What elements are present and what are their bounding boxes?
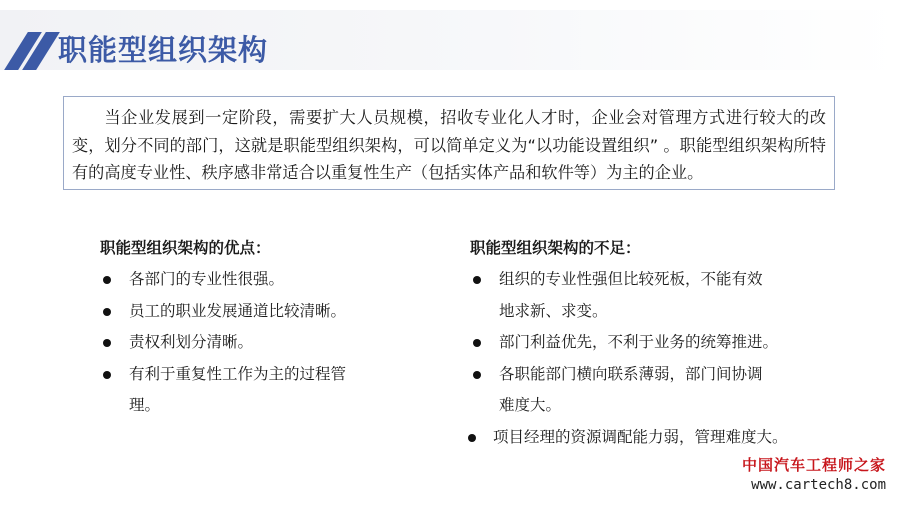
bullet-icon (473, 371, 481, 379)
title-bar (0, 10, 900, 70)
list-item (100, 264, 400, 296)
disadvantages-section (470, 232, 800, 453)
bullet-icon (103, 371, 111, 379)
list-item-text: 责权利划分清晰。 (129, 333, 254, 351)
list-item-text: 各部门的专业性很强。 (129, 270, 285, 288)
bullet-icon (103, 276, 111, 284)
disadvantages-title: 职能型组织架构的不足： (470, 239, 641, 257)
bullet-icon (473, 276, 481, 284)
watermark (742, 455, 886, 495)
list-item-text: 部门利益优先，不利于业务的统筹推进。 (499, 333, 779, 351)
list-item-text: 组织的专业性强但比较死板，不能有效地求新、求变。 (499, 270, 763, 320)
list-item (100, 327, 400, 359)
list-item (100, 359, 400, 422)
intro-text-box: 当企业发展到一定阶段，需要扩大人员规模，招收专业化人才时，企业会对管理方式进行较大的改变，划分不同的部门，这就是职能型组织架构，可以简单定义为“以功能设置组织” 。职能型组织架构所特有的高度专业性、秩序感非常适合以重复性生产（包括实体产品和软件等）为主的企业。 (63, 96, 835, 190)
list-item (470, 327, 800, 359)
advantages-section (100, 232, 400, 422)
watermark-url: www.cartech8.com (751, 477, 886, 493)
list-item (470, 422, 800, 454)
list-item-text: 各职能部门横向联系薄弱，部门间协调难度大。 (499, 364, 763, 414)
list-item (470, 359, 800, 422)
bullet-icon (103, 339, 111, 347)
list-item (470, 264, 800, 327)
disadvantages-list (470, 264, 800, 453)
list-item (100, 296, 400, 328)
bullet-icon (468, 434, 476, 442)
bullet-icon (473, 339, 481, 347)
advantages-list (100, 264, 400, 422)
watermark-name: 中国汽车工程师之家 (741, 456, 886, 474)
advantages-title: 职能型组织架构的优点： (100, 239, 271, 257)
list-item-text: 有利于重复性工作为主的过程管理。 (129, 364, 347, 414)
page-title: 职能型组织架构 (58, 33, 269, 67)
list-item-text: 员工的职业发展通道比较清晰。 (129, 301, 347, 320)
bullet-icon (103, 308, 111, 316)
list-item-text: 项目经理的资源调配能力弱，管理难度大。 (493, 427, 788, 446)
